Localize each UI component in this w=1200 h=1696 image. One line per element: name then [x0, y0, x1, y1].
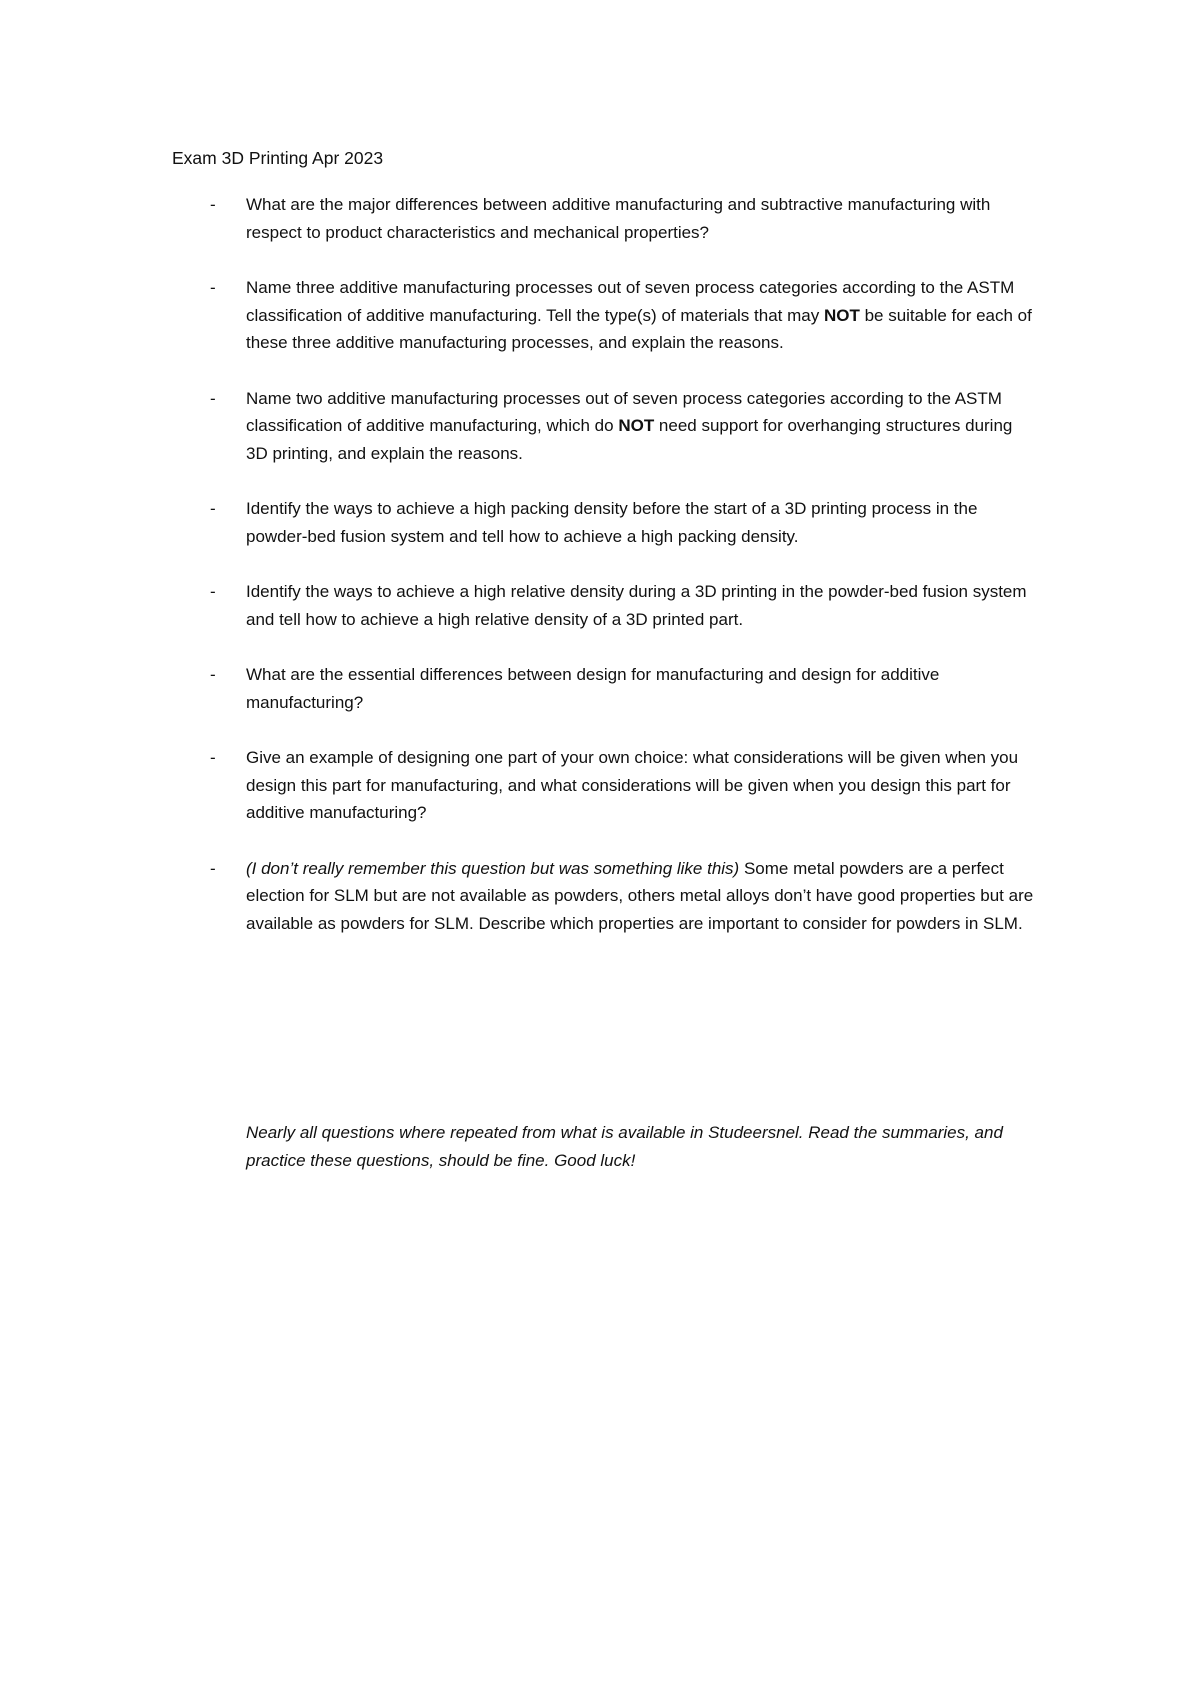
bullet-dash: - [210, 499, 216, 518]
question-list [0, 191, 1200, 965]
bullet-dash: - [210, 278, 216, 297]
question-text-segment: Identify the ways to achieve a high relative density during a 3D printing in the powder-bed fusion system and tell how to achieve a high relative density of a 3D printed part. [246, 582, 1027, 629]
question-text-segment: Give an example of designing one part of your own choice: what considerations will be given when you design this part for manufacturing, and what considerations will be given when you design this part for additive manufacturing? [246, 748, 1019, 822]
question-item [0, 274, 1200, 357]
question-item [0, 191, 1200, 246]
question-text [246, 385, 1036, 468]
document-title: Exam 3D Printing Apr 2023 [172, 148, 384, 168]
question-text-segment: be suitable for each of these three additive manufacturing processes, and explain the reasons. [246, 305, 1032, 352]
question-text [246, 274, 1036, 357]
question-item [0, 495, 1200, 550]
question-item [0, 578, 1200, 633]
bullet-dash: - [210, 748, 216, 767]
emphasis-bold: NOT [823, 305, 860, 325]
question-item [0, 661, 1200, 716]
question-text-segment: Name three additive manufacturing processes out of seven process categories according to the ASTM classification of additive manufacturing. Tell the type(s) of materials that may [246, 278, 1015, 325]
question-text-segment: What are the major differences between additive manufacturing and subtractive manufacturing with respect to product characteristics and mechanical properties? [246, 195, 991, 242]
bullet-dash: - [210, 582, 216, 601]
bullet-dash: - [210, 195, 216, 214]
question-text [246, 495, 1036, 550]
question-text-segment: need support for overhanging structures during 3D printing, and explain the reasons. [246, 416, 1013, 463]
bullet-dash: - [210, 858, 216, 878]
bullet-dash: - [210, 665, 216, 684]
bullet-dash: - [210, 388, 216, 408]
emphasis-bold: NOT [618, 416, 655, 435]
question-text-segment: Identify the ways to achieve a high packing density before the start of a 3D printing process in the powder-bed fusion system and tell how to achieve a high packing density. [246, 499, 978, 546]
question-text [246, 661, 1036, 716]
question-text [246, 744, 1036, 827]
question-text-segment: Name two additive manufacturing processes out of seven process categories according to the ASTM classification of additive manufacturing, which do [246, 388, 1002, 435]
question-item [0, 744, 1200, 827]
closing-note: Nearly all questions where repeated from what is available in Studeersnel. Read the summaries, and practice these questions, should be fine. Good luck! [246, 1123, 1003, 1170]
emphasis-italic: (I don’t really remember this question but was something like this) [246, 858, 740, 878]
question-text [246, 191, 1036, 246]
question-text [246, 578, 1036, 633]
question-text-segment: What are the essential differences between design for manufacturing and design for additive manufacturing? [246, 665, 940, 712]
question-text [246, 855, 1036, 938]
question-item [0, 385, 1200, 468]
question-item [0, 855, 1200, 938]
question-text-segment: Some metal powders are a perfect election for SLM but are not available as powders, others metal alloys don’t have good properties but are available as powders for SLM. Describe which properties are important to consider for powders in SLM. [246, 858, 1034, 933]
